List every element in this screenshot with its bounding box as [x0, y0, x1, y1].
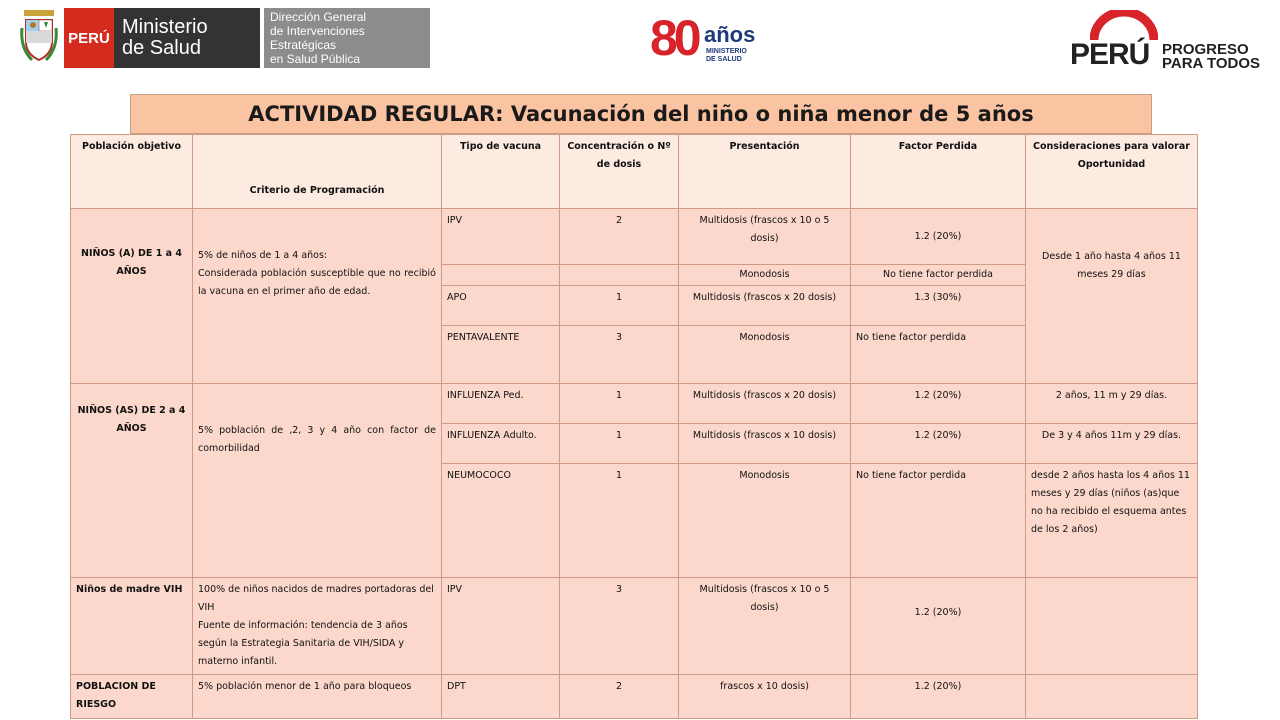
criterio-line-2: Considerada población susceptible que no recibió la vacuna en el primer año de edad. — [198, 268, 436, 297]
poblacion-text: NIÑOS (A) DE 1 a 4 AÑOS — [81, 248, 182, 277]
title-bar — [130, 94, 1152, 134]
direction-name — [264, 8, 430, 68]
peru-brand-logo — [1068, 8, 1268, 70]
table-row — [71, 384, 1198, 424]
tipo-cell: NEUMOCOCO — [442, 464, 560, 578]
anniversary-logo — [648, 8, 768, 70]
peru-label: PERÚ — [64, 8, 114, 68]
tipo-cell — [442, 265, 560, 286]
factor-cell: 1.2 (20%) — [851, 675, 1026, 719]
criterio-line-1: 100% de niños nacidos de madres portadoras del VIH — [198, 584, 434, 613]
col-header-criterio: Criterio de Programación — [193, 135, 442, 209]
anniversary-word: años — [704, 22, 756, 47]
tipo-cell: INFLUENZA Adulto. — [442, 424, 560, 464]
poblacion-cell: Niños de madre VIH — [71, 578, 193, 675]
ministry-line-2: de Salud — [122, 37, 201, 59]
factor-cell: No tiene factor perdida — [851, 265, 1026, 286]
factor-cell: 1.2 (20%) — [851, 384, 1026, 424]
criterio-cell — [193, 209, 442, 384]
criterio-line-2: Fuente de información: tendencia de 3 años según la Estrategia Sanitaria de VIH/SIDA y materno infantil. — [198, 620, 408, 667]
col-header-poblacion: Población objetivo — [71, 135, 193, 209]
page-title: ACTIVIDAD REGULAR: Vacunación del niño o niña menor de 5 años — [248, 102, 1034, 126]
poblacion-text: NIÑOS (AS) DE 2 a 4 AÑOS — [77, 405, 186, 434]
presentacion-cell: Monodosis — [679, 265, 851, 286]
factor-cell: 1.2 (20%) — [851, 424, 1026, 464]
factor-cell: No tiene factor perdida — [851, 464, 1026, 578]
dosis-cell: 1 — [560, 464, 679, 578]
direction-line-3: en Salud Pública — [270, 52, 361, 66]
peru-slogan-2: PARA TODOS — [1162, 55, 1261, 72]
peru-brand-text: PERÚ — [1070, 38, 1150, 71]
peru-slogan-1: PROGRESO — [1162, 41, 1249, 58]
factor-cell: 1.2 (20%) — [851, 578, 1026, 675]
tipo-cell: PENTAVALENTE — [442, 326, 560, 384]
table-row — [71, 675, 1198, 719]
presentacion-cell: Monodosis — [679, 464, 851, 578]
criterio-cell — [193, 384, 442, 578]
dosis-cell: 2 — [560, 209, 679, 265]
anniversary-subtitle — [706, 48, 766, 64]
presentacion-cell: Multidosis (frascos x 10 o 5 dosis) — [679, 209, 851, 265]
factor-cell: 1.2 (20%) — [851, 209, 1026, 265]
poblacion-cell: POBLACION DE RIESGO — [71, 675, 193, 719]
anniversary-sub-1: MINISTERIO — [706, 48, 747, 55]
consideraciones-cell — [1026, 578, 1198, 675]
criterio-line-1: 5% de niños de 1 a 4 años: — [198, 250, 328, 261]
tipo-cell: INFLUENZA Ped. — [442, 384, 560, 424]
peru-coat-of-arms-icon — [20, 8, 58, 66]
dosis-cell: 1 — [560, 286, 679, 326]
col-header-presentacion: Presentación — [679, 135, 851, 209]
poblacion-cell — [71, 209, 193, 384]
dosis-cell — [560, 265, 679, 286]
presentacion-cell: Multidosis (frascos x 20 dosis) — [679, 286, 851, 326]
dosis-cell: 3 — [560, 326, 679, 384]
anniversary-sub-2: DE SALUD — [706, 56, 742, 63]
col-header-tipo: Tipo de vacuna — [442, 135, 560, 209]
dosis-cell: 3 — [560, 578, 679, 675]
anniversary-number: 80 — [650, 10, 698, 66]
peru-slogan — [1162, 43, 1260, 71]
col-header-consideraciones: Consideraciones para valorar Oportunidad — [1026, 135, 1198, 209]
direction-line-1: Dirección General — [270, 10, 367, 24]
ministry-line-1: Ministerio — [122, 16, 208, 38]
table-header-row — [71, 135, 1198, 209]
table-row — [71, 578, 1198, 675]
factor-cell: No tiene factor perdida — [851, 326, 1026, 384]
col-header-factor: Factor Perdida — [851, 135, 1026, 209]
direction-line-2: de Intervenciones Estratégicas — [270, 24, 365, 52]
consideraciones-cell: Desde 1 año hasta 4 años 11 meses 29 días — [1026, 209, 1198, 384]
tipo-cell: APO — [442, 286, 560, 326]
presentacion-cell: Multidosis (frascos x 10 dosis) — [679, 424, 851, 464]
consideraciones-cell: De 3 y 4 años 11m y 29 días. — [1026, 424, 1198, 464]
dosis-cell: 2 — [560, 675, 679, 719]
tipo-cell: IPV — [442, 578, 560, 675]
dosis-cell: 1 — [560, 424, 679, 464]
table-row — [71, 209, 1198, 265]
presentacion-cell: Multidosis (frascos x 20 dosis) — [679, 384, 851, 424]
criterio-text: 5% población de ,2, 3 y 4 año con factor de comorbilidad — [198, 425, 436, 454]
minsa-logo — [20, 8, 430, 68]
criterio-cell: 5% población menor de 1 año para bloqueos — [193, 675, 442, 719]
poblacion-cell — [71, 384, 193, 578]
col-header-concentracion: Concentración o Nº de dosis — [560, 135, 679, 209]
consideraciones-cell: 2 años, 11 m y 29 días. — [1026, 384, 1198, 424]
presentacion-cell: Monodosis — [679, 326, 851, 384]
criterio-cell — [193, 578, 442, 675]
vaccination-table — [70, 134, 1198, 719]
presentacion-cell: frascos x 10 dosis) — [679, 675, 851, 719]
factor-cell: 1.3 (30%) — [851, 286, 1026, 326]
dosis-cell: 1 — [560, 384, 679, 424]
consideraciones-cell — [1026, 675, 1198, 719]
presentacion-cell: Multidosis (frascos x 10 o 5 dosis) — [679, 578, 851, 675]
consideraciones-cell: desde 2 años hasta los 4 años 11 meses y 29 días (niños (as)que no ha recibido el esquema antes de los 2 años) — [1026, 464, 1198, 578]
tipo-cell: DPT — [442, 675, 560, 719]
ministry-name — [114, 8, 260, 68]
tipo-cell: IPV — [442, 209, 560, 265]
